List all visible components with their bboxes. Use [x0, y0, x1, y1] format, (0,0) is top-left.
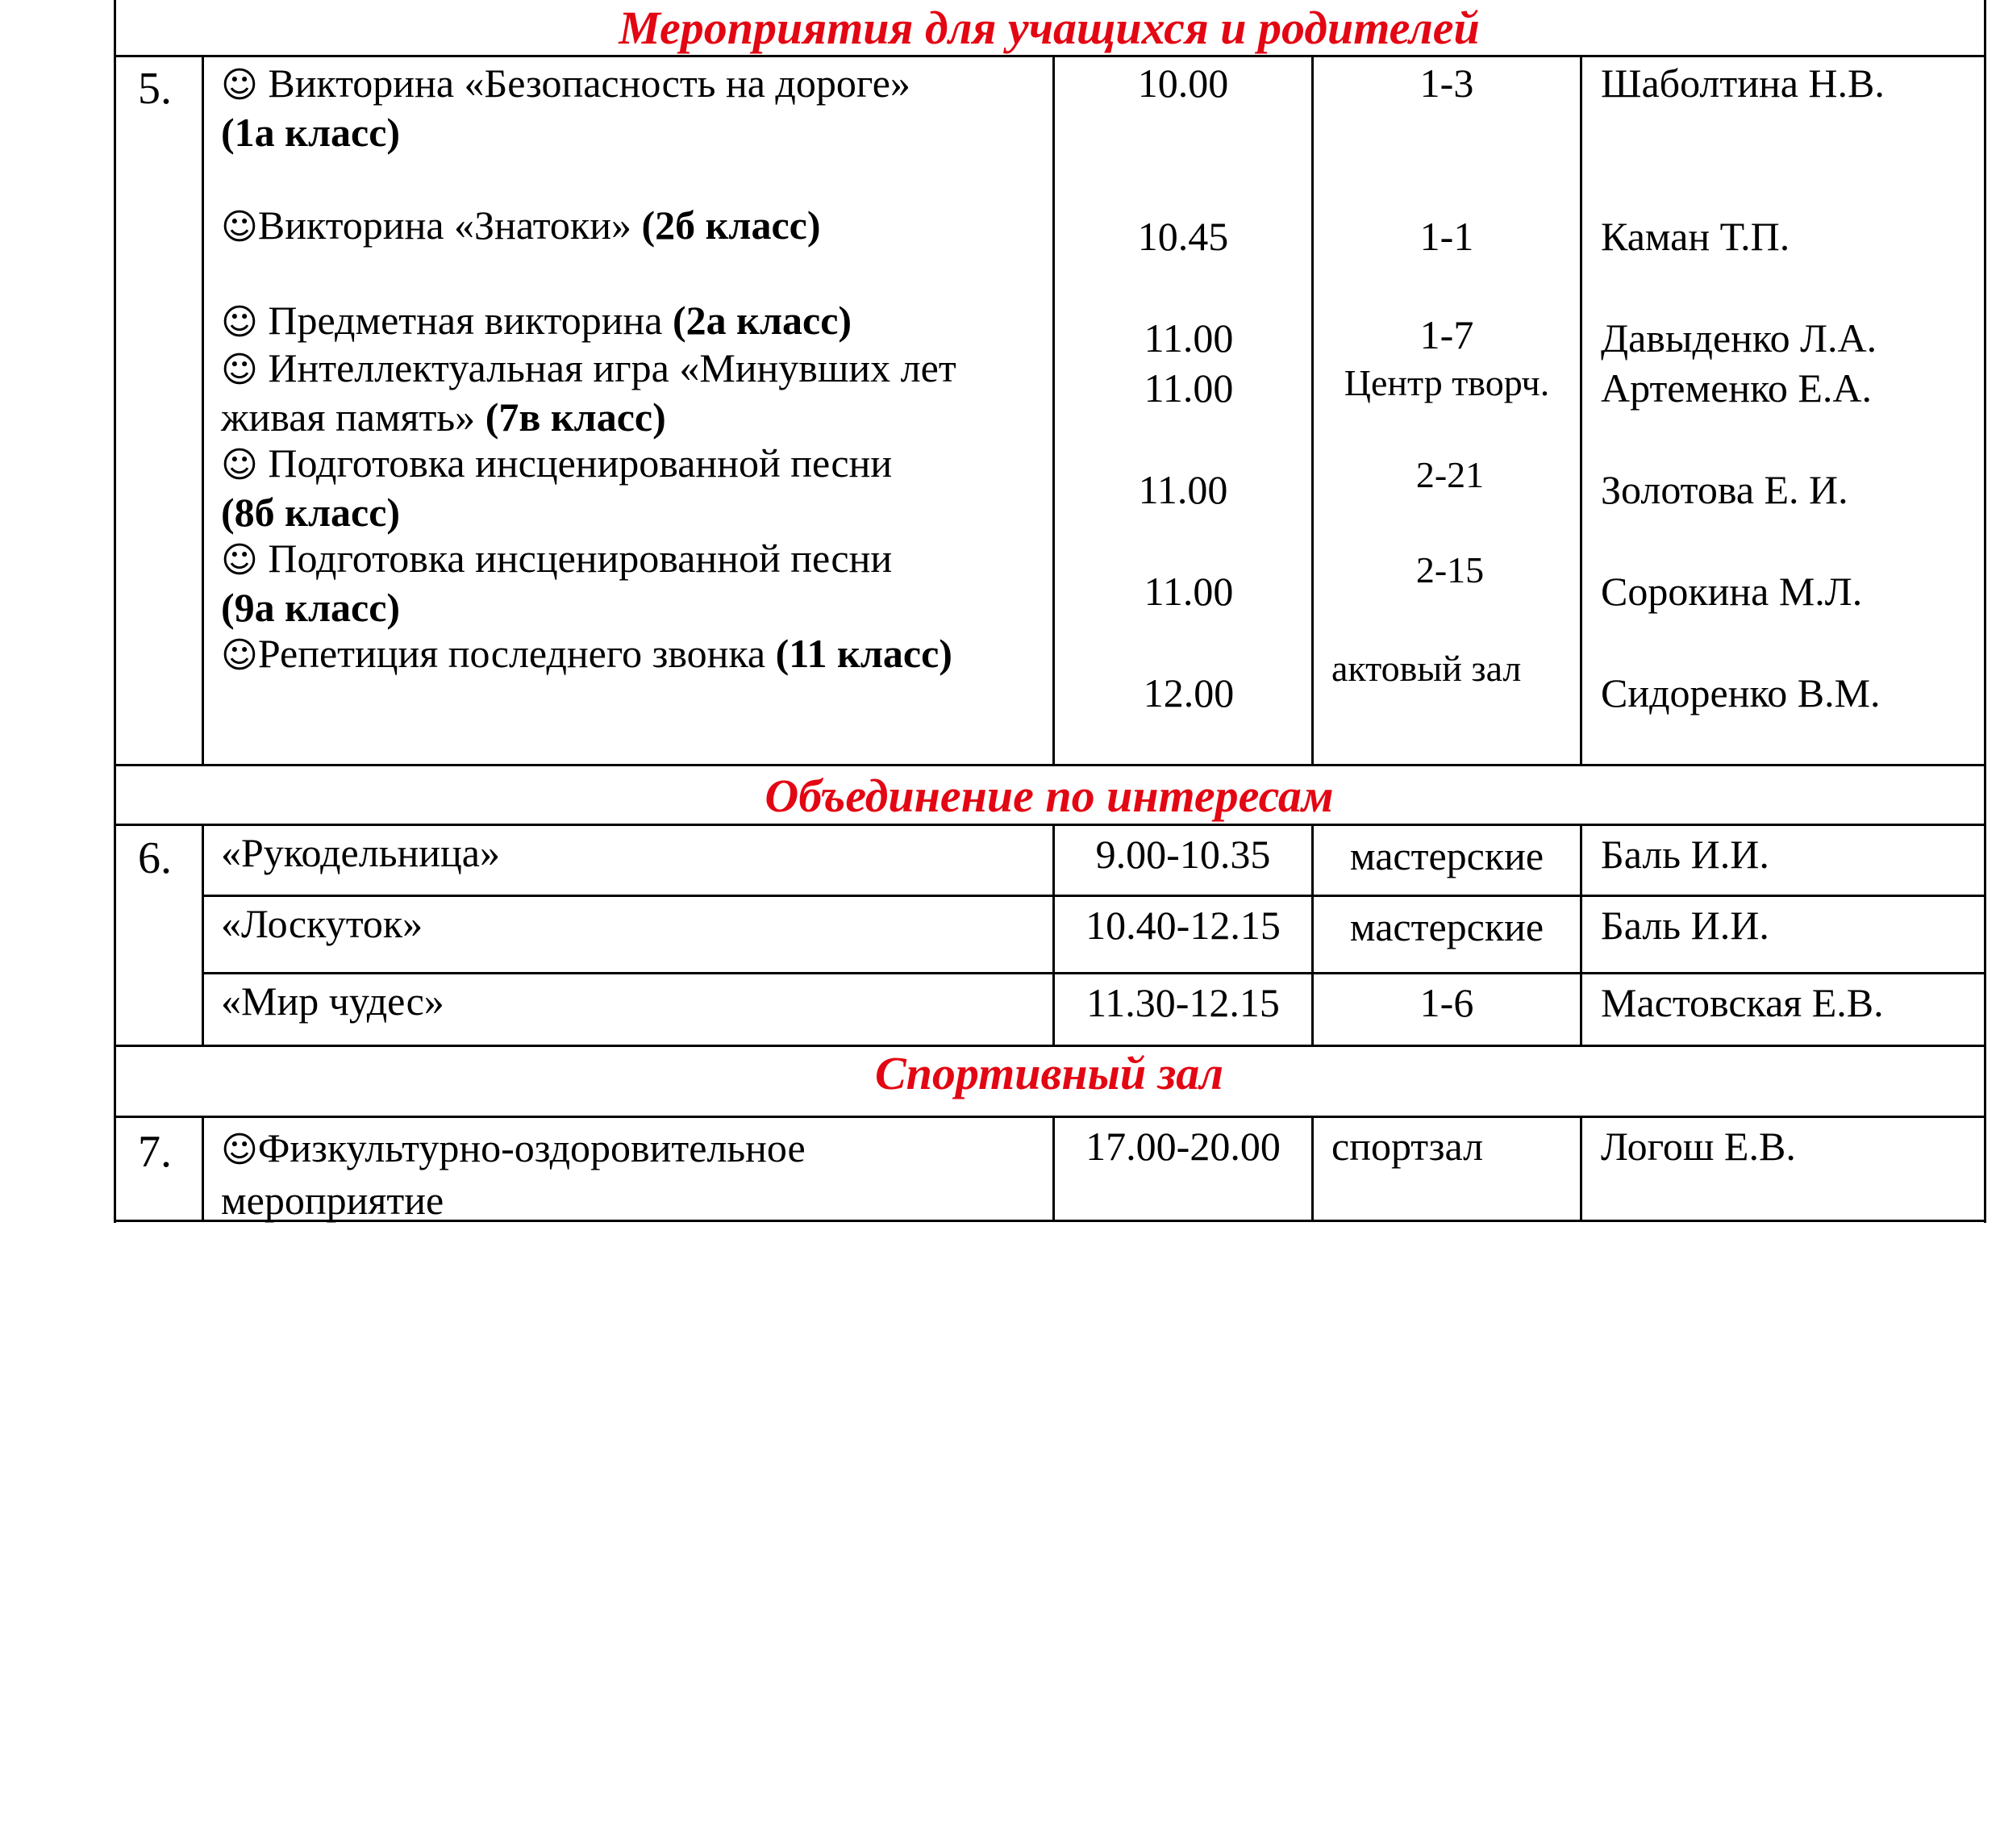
- event-time: 10.45: [1137, 214, 1229, 259]
- smiley-icon: ☺: [221, 302, 258, 343]
- row-number: 7.: [138, 1127, 172, 1177]
- event-room: Центр творч.: [1344, 362, 1550, 403]
- sport-person: Логош Е.В.: [1601, 1124, 1796, 1169]
- event-time: 11.00: [1144, 365, 1234, 411]
- event-class: (1а класс): [221, 110, 401, 155]
- event-item: [221, 344, 956, 441]
- event-time: 11.00: [1144, 569, 1234, 614]
- club-time: 11.30-12.15: [1086, 980, 1280, 1025]
- event-person: Каман Т.П.: [1601, 214, 1790, 259]
- row-number: 6.: [138, 833, 172, 883]
- sport-time: 17.00-20.00: [1085, 1124, 1281, 1169]
- table-rule: [202, 972, 1986, 974]
- table-rule: [114, 824, 1986, 826]
- event-room: 1-7: [1419, 312, 1474, 357]
- table-rule: [1580, 55, 1582, 766]
- table-border-left: [114, 0, 116, 1223]
- club-room: 1-6: [1419, 980, 1474, 1025]
- table-rule: [1580, 1116, 1582, 1222]
- event-room: 2-15: [1415, 549, 1485, 590]
- table-rule: [1580, 824, 1582, 1047]
- event-person: Сидоренко В.М.: [1601, 670, 1881, 715]
- event-title-continued: живая память»: [221, 394, 476, 440]
- event-time: 11.00: [1138, 467, 1228, 512]
- table-rule: [1052, 55, 1055, 766]
- event-class: (8б класс): [221, 490, 401, 535]
- table-rule: [1311, 55, 1314, 766]
- sport-event-title: Физкультурно-оздоровительное: [257, 1125, 806, 1170]
- event-title: Викторина «Безопасность на дороге»: [268, 60, 910, 106]
- smiley-icon: ☺: [221, 444, 258, 486]
- smiley-icon: ☺: [221, 206, 258, 248]
- club-room: мастерские: [1349, 904, 1544, 949]
- event-class: (11 класс): [775, 631, 952, 676]
- event-item: [221, 202, 821, 251]
- smiley-icon: ☺: [221, 540, 258, 581]
- section-title-sports-hall: Спортивный зал: [874, 1047, 1224, 1099]
- club-name: «Лоскуток»: [221, 901, 423, 946]
- event-title: Викторина «Знатоки»: [257, 202, 631, 248]
- event-person: Давыденко Л.А.: [1601, 315, 1877, 361]
- table-rule: [202, 55, 204, 766]
- event-title: Репетиция последнего звонка: [257, 631, 766, 676]
- event-item: [221, 535, 892, 632]
- event-person: Шаболтина Н.В.: [1601, 60, 1885, 106]
- event-room: актовый зал: [1331, 648, 1522, 689]
- event-time: 11.00: [1144, 315, 1234, 361]
- smiley-icon: ☺: [221, 635, 258, 676]
- event-person: Золотова Е. И.: [1601, 467, 1848, 512]
- table-rule: [114, 764, 1986, 766]
- event-class: (2а класс): [673, 298, 852, 343]
- event-time: 12.00: [1143, 670, 1235, 715]
- table-rule: [202, 895, 1986, 897]
- smiley-icon: ☺: [221, 65, 258, 106]
- event-title: Интеллектуальная игра «Минувших лет: [268, 345, 956, 390]
- event-class: (2б класс): [641, 202, 821, 248]
- event-room: 1-1: [1419, 214, 1474, 259]
- table-rule: [114, 1116, 1986, 1118]
- event-class: (7в класс): [485, 394, 666, 440]
- event-title: Предметная викторина: [268, 298, 663, 343]
- club-person: Баль И.И.: [1601, 903, 1769, 948]
- club-person: Баль И.И.: [1601, 832, 1769, 877]
- event-person: Артеменко Е.А.: [1601, 365, 1872, 411]
- event-room: 1-3: [1419, 60, 1474, 106]
- event-room: 2-21: [1415, 454, 1485, 495]
- club-time: 9.00-10.35: [1095, 832, 1271, 877]
- event-person: Сорокина М.Л.: [1601, 569, 1863, 614]
- table-rule: [202, 824, 204, 1047]
- table-rule: [114, 55, 1986, 57]
- table-border-right: [1984, 0, 1986, 1223]
- event-item: [221, 440, 892, 536]
- sport-event-title-continued: мероприятие: [221, 1178, 444, 1223]
- club-name: «Рукодельница»: [221, 830, 500, 875]
- table-rule: [1311, 1116, 1314, 1222]
- smiley-icon: ☺: [221, 349, 258, 390]
- table-rule: [202, 1116, 204, 1222]
- event-item: [221, 630, 952, 679]
- event-item: [221, 60, 910, 156]
- club-person: Мастовская Е.В.: [1601, 980, 1884, 1025]
- club-name: «Мир чудес»: [221, 978, 444, 1024]
- smiley-icon: ☺: [221, 1129, 258, 1170]
- event-class: (9а класс): [221, 585, 401, 630]
- event-time: 10.00: [1137, 60, 1229, 106]
- event-item: [221, 297, 852, 346]
- club-room: мастерские: [1349, 833, 1544, 878]
- row-number: 5.: [138, 64, 172, 114]
- event-title: Подготовка инсценированной песни: [268, 536, 893, 581]
- section-title-events: Мероприятия для учащихся и родителей: [619, 2, 1480, 54]
- sport-room: спортзал: [1331, 1124, 1484, 1169]
- event-title: Подготовка инсценированной песни: [268, 440, 893, 486]
- section-title-interest-groups: Объединение по интересам: [765, 770, 1334, 822]
- club-time: 10.40-12.15: [1085, 903, 1281, 948]
- sport-event: [221, 1123, 806, 1225]
